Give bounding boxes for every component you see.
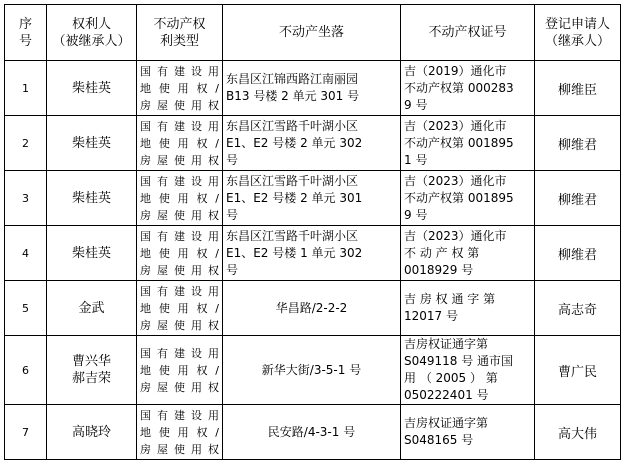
cert-line: 用 （ 2005 ） 第 (404, 371, 498, 385)
cert-line: 不 动 产 权 第 (404, 245, 480, 260)
right-type-line: 地使用权/ (140, 425, 219, 439)
right-type-line: 国有建设用 (140, 408, 219, 422)
cell-seq: 4 (5, 226, 47, 281)
cell-applicant: 高大伟 (535, 405, 621, 460)
cell-seq: 2 (5, 116, 47, 171)
cert-line: 不动产权第 001895 (404, 135, 514, 150)
cell-seq: 1 (5, 61, 47, 116)
cell-location (223, 336, 401, 405)
cert-line: S048165 号 (404, 433, 474, 447)
header-applicant (535, 5, 621, 61)
location-line: 民安路/4-3-1 号 (267, 424, 356, 439)
right-type-line: 国有建设用 (140, 229, 219, 243)
cell-location (223, 171, 401, 226)
header-applicant-line: （继承人） (544, 33, 610, 49)
right-type-line: 房屋使用权 (140, 208, 219, 222)
cell-applicant: 柳维君 (535, 116, 621, 171)
table-row (5, 61, 621, 116)
cert-line: 吉房权证通字第 (404, 416, 489, 430)
location-line: E1、E2 号楼 2 单元 301 (226, 190, 363, 205)
cell-owner (47, 226, 137, 281)
right-type-line: 房屋使用权 (140, 380, 219, 394)
right-type-line: 地使用权/ (140, 191, 219, 205)
cell-right-type (137, 116, 223, 171)
header-location: 不动产坐落 (223, 5, 401, 61)
table-row (5, 281, 621, 336)
right-type-line: 房屋使用权 (140, 442, 219, 456)
header-seq-line: 序 (18, 16, 32, 32)
cert-line: 050222401 号 (404, 388, 489, 402)
location-line: E1、E2 号楼 2 单元 302 (226, 135, 363, 150)
location-line: 号 (226, 207, 239, 222)
header-right-type (137, 5, 223, 61)
header-right-type-line: 利类型 (159, 33, 199, 49)
right-type-line: 地使用权/ (140, 363, 219, 377)
cell-owner (47, 281, 137, 336)
location-line: 东昌区江雪路千叶湖小区 (226, 173, 359, 188)
cert-line: 12017 号 (404, 309, 458, 323)
location-line: 东昌区江雪路千叶湖小区 (226, 228, 359, 243)
cell-location (223, 405, 401, 460)
location-line: B13 号楼 2 单元 301 号 (226, 89, 360, 103)
cell-owner (47, 171, 137, 226)
cell-cert (401, 61, 535, 116)
cert-line: 吉（2023）通化市 (404, 118, 507, 133)
cert-line: 吉（2023）通化市 (404, 228, 507, 243)
cert-line: 不动产权第 000283 (404, 80, 514, 95)
cert-line: 吉（2019）通化市 (404, 63, 507, 78)
header-owner (47, 5, 137, 61)
cert-line: 0018929 号 (404, 262, 474, 277)
right-type-line: 国有建设用 (140, 64, 219, 78)
right-type-line: 国有建设用 (140, 174, 219, 188)
right-type-line: 房屋使用权 (140, 263, 219, 277)
owner-name: 郝吉荣 (71, 371, 111, 386)
owner-name: 柴桂英 (71, 245, 111, 261)
table-row (5, 116, 621, 171)
cell-cert (401, 336, 535, 405)
cell-right-type (137, 171, 223, 226)
cell-cert (401, 281, 535, 336)
cert-line: S049118 号 通市国 (404, 354, 514, 368)
cell-owner (47, 116, 137, 171)
cell-location (223, 116, 401, 171)
cell-right-type (137, 405, 223, 460)
right-type-line: 地使用权/ (140, 81, 219, 95)
cell-location (223, 226, 401, 281)
header-right-type-line: 不动产权 (153, 16, 206, 32)
cert-line: 9 号 (404, 207, 428, 222)
header-applicant-line: 登记申请人 (544, 16, 610, 32)
owner-name: 高晓玲 (71, 424, 111, 440)
owner-name: 金武 (78, 300, 105, 316)
cell-applicant: 柳维君 (535, 171, 621, 226)
cell-cert (401, 405, 535, 460)
cell-location (223, 61, 401, 116)
cell-right-type (137, 61, 223, 116)
table-row (5, 336, 621, 405)
owner-name: 柴桂英 (71, 190, 111, 206)
location-line: 东昌区江雪路千叶湖小区 (226, 118, 359, 133)
header-seq (5, 5, 47, 61)
location-line: 东昌区江锦西路江南丽园 (226, 72, 359, 86)
right-type-line: 房屋使用权 (140, 318, 219, 332)
right-type-line: 地使用权/ (140, 301, 219, 315)
right-type-line: 国有建设用 (140, 346, 219, 360)
header-owner-line: （被继承人） (52, 33, 131, 49)
table-body (5, 61, 621, 460)
cert-line: 不动产权第 001895 (404, 190, 514, 205)
location-line: 号 (226, 152, 239, 167)
location-line: 号 (226, 262, 239, 277)
cert-line: 1 号 (404, 152, 428, 167)
cell-right-type (137, 336, 223, 405)
cert-line: 吉（2023）通化市 (404, 173, 507, 188)
right-type-line: 房屋使用权 (140, 98, 219, 112)
location-line: 华昌路/2-2-2 (275, 300, 348, 315)
right-type-line: 地使用权/ (140, 246, 219, 260)
cell-right-type (137, 281, 223, 336)
owner-name: 柴桂英 (71, 80, 111, 96)
cell-cert (401, 116, 535, 171)
table-row (5, 171, 621, 226)
owner-name: 曹兴华 (71, 354, 111, 369)
inheritance-registration-table (4, 4, 621, 460)
cert-line: 吉 房 权 通 字 第 (404, 292, 496, 306)
cell-applicant: 曹广民 (535, 336, 621, 405)
cert-line: 9 号 (404, 97, 428, 112)
cell-applicant: 柳维君 (535, 226, 621, 281)
right-type-line: 国有建设用 (140, 119, 219, 133)
right-type-line: 地使用权/ (140, 136, 219, 150)
cell-seq: 3 (5, 171, 47, 226)
cell-cert (401, 226, 535, 281)
cell-seq: 6 (5, 336, 47, 405)
table-row (5, 226, 621, 281)
cell-seq: 7 (5, 405, 47, 460)
header-seq-line: 号 (18, 33, 32, 49)
cell-owner (47, 405, 137, 460)
cell-cert (401, 171, 535, 226)
header-row (5, 5, 621, 61)
header-cert: 不动产权证号 (401, 5, 535, 61)
cell-owner (47, 336, 137, 405)
cell-location (223, 281, 401, 336)
table-row (5, 405, 621, 460)
cert-line: 吉房权证通字第 (404, 337, 489, 351)
right-type-line: 房屋使用权 (140, 153, 219, 167)
cell-applicant: 高志奇 (535, 281, 621, 336)
location-line: E1、E2 号楼 1 单元 302 (226, 245, 363, 260)
right-type-line: 国有建设用 (140, 284, 219, 298)
owner-name: 柴桂英 (71, 135, 111, 151)
cell-applicant: 柳维臣 (535, 61, 621, 116)
cell-owner (47, 61, 137, 116)
location-line: 新华大街/3-5-1 号 (261, 362, 362, 377)
header-owner-line: 权利人 (71, 16, 111, 32)
cell-seq: 5 (5, 281, 47, 336)
cell-right-type (137, 226, 223, 281)
